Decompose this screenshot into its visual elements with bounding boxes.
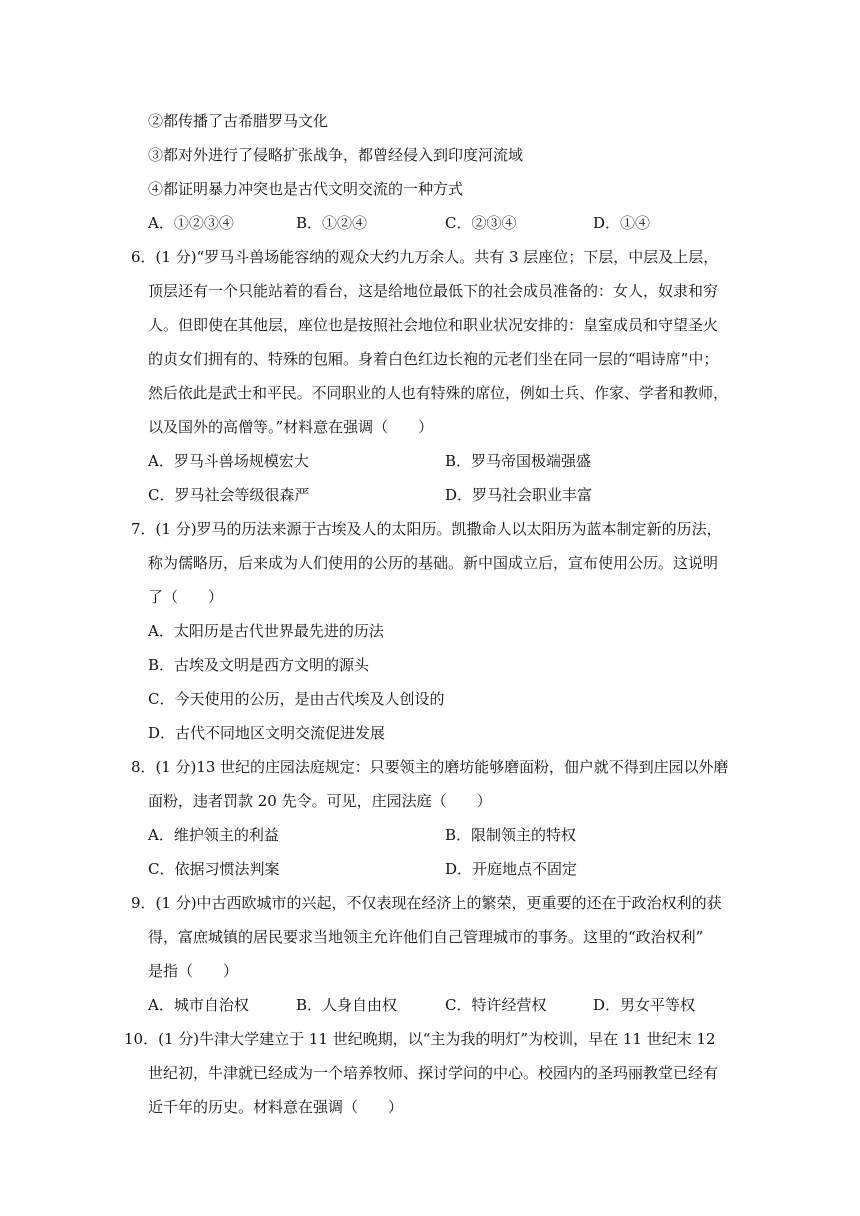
q7-stem-line-1: 7．(1 分)罗马的历法来源于古埃及人的太阳历。凯撒命人以太阳历为蓝本制定新的历法， [131, 520, 722, 538]
q9-stem-line-2: 得，富庶城镇的居民要求当地领主允许他们自己管理城市的事务。这里的“政治权利” [148, 928, 704, 946]
q7-option-c[interactable]: C．今天使用的公历，是由古代埃及人创设的 [148, 690, 445, 708]
q7-option-d[interactable]: D．古代不同地区文明交流促进发展 [148, 724, 386, 742]
q6-stem-line-1: 6．(1 分)“罗马斗兽场能容纳的观众大约九万余人。共有 3 层座位；下层，中层及上层， [131, 248, 719, 266]
q8-stem-line-2: 面粉，违者罚款 20 先令。可见，庄园法庭（ ） [148, 792, 492, 810]
q8-option-d[interactable]: D．开庭地点不固定 [445, 860, 578, 878]
q8-stem-line-1: 8．(1 分)13 世纪的庄园法庭规定：只要领主的磨坊能够磨面粉，佃户就不得到庄园以外磨 [131, 758, 729, 776]
q8-option-c[interactable]: C．依据习惯法判案 [148, 860, 280, 878]
q9-stem-line-3: 是指（ ） [148, 962, 239, 980]
q9-option-b[interactable]: B．人身自由权 [296, 996, 398, 1014]
q5-option-b[interactable]: B．①②④ [296, 214, 368, 232]
q5-statement-2: ②都传播了古希腊罗马文化 [148, 112, 329, 130]
q10-stem-line-2: 世纪初，牛津就已经成为一个培养牧师、探讨学问的中心。校园内的圣玛丽教堂已经有 [148, 1064, 719, 1082]
q10-stem-line-3: 近千年的历史。材料意在强调（ ） [148, 1098, 404, 1116]
q7-stem-line-2: 称为儒略历，后来成为人们使用的公历的基础。新中国成立后，宣布使用公历。这说明 [148, 554, 719, 572]
q8-option-a[interactable]: A．维护领主的利益 [148, 826, 279, 844]
q6-option-b[interactable]: B．罗马帝国极端强盛 [445, 452, 592, 470]
q6-option-c[interactable]: C．罗马社会等级很森严 [148, 486, 310, 504]
q9-option-d[interactable]: D．男女平等权 [593, 996, 696, 1014]
q6-stem-line-3: 人。但即使在其他层，座位也是按照社会地位和职业状况安排的：皇室成员和守望圣火 [148, 316, 719, 334]
q5-option-a[interactable]: A．①②③④ [148, 214, 234, 232]
q5-option-d[interactable]: D．①④ [593, 214, 651, 232]
q9-stem-line-1: 9．(1 分)中古西欧城市的兴起，不仅表现在经济上的繁荣，更重要的还在于政治权利的获 [131, 894, 722, 912]
q7-option-b[interactable]: B．古埃及文明是西方文明的源头 [148, 656, 370, 674]
q6-stem-line-6: 以及国外的高僧等。”材料意在强调（ ） [148, 418, 434, 436]
q5-statement-3: ③都对外进行了侵略扩张战争，都曾经侵入到印度河流域 [148, 146, 524, 164]
q6-option-a[interactable]: A．罗马斗兽场规模宏大 [148, 452, 309, 470]
q6-stem-line-5: 然后依此是武士和平民。不同职业的人也有特殊的席位，例如士兵、作家、学者和教师， [148, 384, 729, 402]
q6-stem-line-2: 顶层还有一个只能站着的看台，这是给地位最低下的社会成员准备的：女人，奴隶和穷 [148, 282, 719, 300]
q9-option-c[interactable]: C．特许经营权 [445, 996, 547, 1014]
q5-statement-4: ④都证明暴力冲突也是古代文明交流的一种方式 [148, 180, 464, 198]
q6-option-d[interactable]: D．罗马社会职业丰富 [445, 486, 593, 504]
q9-option-a[interactable]: A．城市自治权 [148, 996, 249, 1014]
q8-option-b[interactable]: B．限制领主的特权 [445, 826, 577, 844]
q7-stem-line-3: 了（ ） [148, 588, 224, 606]
q6-stem-line-4: 的贞女们拥有的、特殊的包厢。身着白色红边长袍的元老们坐在同一层的“唱诗席”中； [148, 350, 719, 368]
q10-stem-line-1: 10．(1 分)牛津大学建立于 11 世纪晚期，以“主为我的明灯”为校训，早在 11 世纪末 12 [124, 1030, 716, 1048]
q7-option-a[interactable]: A．太阳历是古代世界最先进的历法 [148, 622, 384, 640]
q5-option-c[interactable]: C．②③④ [445, 214, 517, 232]
